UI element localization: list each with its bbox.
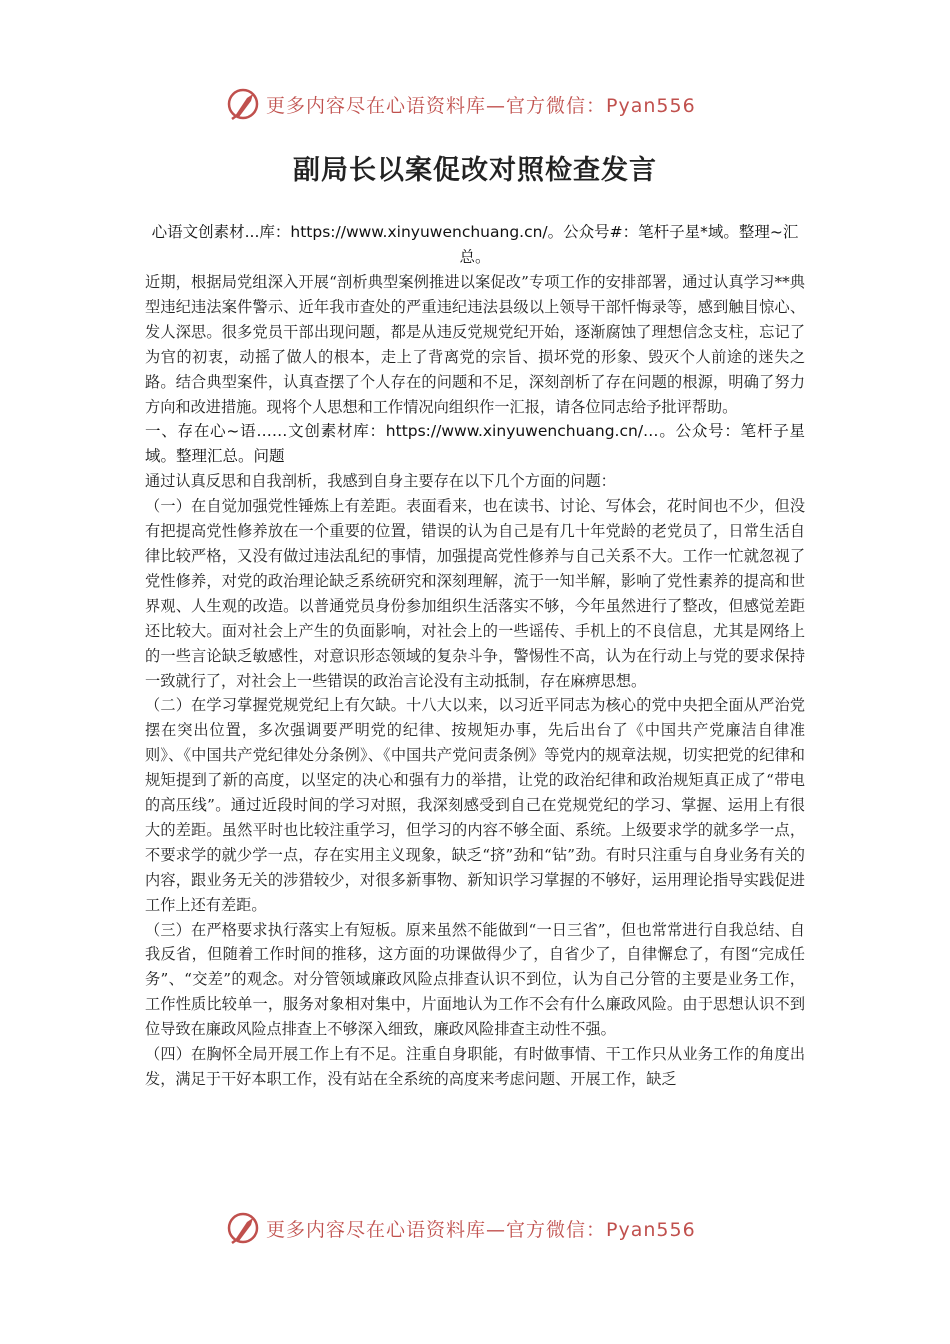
footer-banner: [226, 1208, 726, 1248]
paragraph: （四）在胸怀全局开展工作上有不足。注重自身职能，有时做事情、干工作只从业务工作的角度出发，满足于干好本职工作，没有站在全系统的高度来考虑问题、开展工作，缺乏: [145, 1045, 805, 1088]
banner-text: 更多内容尽在心语资料库—官方微信：Pyan556: [266, 1218, 696, 1241]
source-note: 心语文创素材...库：https://www.xinyuwenchuang.cn/。公众号#：笔杆子星*域。整理~汇总。: [151, 223, 799, 266]
paragraph: （一）在自觉加强党性锤炼上有差距。表面看来，也在读书、讨论、写体会，花时间也不少，但没有把提高党性修养放在一个重要的位置，错误的认为自己是有几十年党龄的老党员了，日常生活自律比较严格，又没有做过违法乱纪的事情，加强提高党性修养与自己关系不大。工作一忙就忽视了党性修养，对党的政治理论缺乏系统研究和深刻理解，流于一知半解，影响了党性素养的提高和世界观、人生观的改造。以普通党员身份参加组织生活落实不够，今年虽然进行了整改，但感觉差距还比较大。面对社会上产生的负面影响，对社会上的一些谣传、手机上的不良信息，尤其是网络上的一些言论缺乏敏感性，对意识形态领域的复杂斗争，警惕性不高，认为在行动上与党的要求保持一致就行了，对社会上一些错误的政治言论没有主动抵制，存在麻痹思想。: [145, 497, 805, 690]
intro-paragraph: 近期，根据局党组深入开展“剖析典型案例推进以案促改”专项工作的安排部署，通过认真学习**典型违纪违法案件警示、近年我市查处的严重违纪违法县级以上领导干部忏悔录等，感到触目惊心、发人深思。很多党员干部出现问题，都是从违反党规党纪开始，逐渐腐蚀了理想信念支柱，忘记了为官的初衷，动摇了做人的根本，走上了背离党的宗旨、损坏党的形象、毁灭个人前途的迷失之路。结合典型案件，认真查摆了个人存在的问题和不足，深刻剖析了存在问题的根源，明确了努力方向和改进措施。现将个人思想和工作情况向组织作一汇报，请各位同志给予批评帮助。: [145, 273, 805, 416]
paragraph: （二）在学习掌握党规党纪上有欠缺。十八大以来，以习近平同志为核心的党中央把全面从严治党摆在突出位置，多次强调要严明党的纪律、按规矩办事，先后出台了《中国共产党廉洁自律准则》、《中国共产党纪律处分条例》、《中国共产党问责条例》等党内的规章法规，切实把党的纪律和规矩提到了新的高度，以坚定的决心和强有力的举措，让党的政治纪律和政治规矩真正成了“带电的高压线”。通过近段时间的学习对照，我深刻感受到自己在党规党纪的学习、掌握、运用上有很大的差距。虽然平时也比较注重学习，但学习的内容不够全面、系统。上级要求学的就多学一点，不要求学的就少学一点，存在实用主义现象，缺乏“挤”劲和“钻”劲。有时只注重与自身业务有关的内容，跟业务无关的涉猎较少，对很多新事物、新知识学习掌握的不够好，运用理论指导实践促进工作上还有差距。: [145, 696, 805, 914]
header-banner: [226, 84, 726, 124]
banner-text: 更多内容尽在心语资料库—官方微信：Pyan556: [266, 94, 696, 117]
document-body: [145, 270, 805, 1092]
pen-nib-logo-icon: [226, 1210, 262, 1246]
pen-nib-logo-icon: [226, 86, 262, 122]
paragraph: 通过认真反思和自我剖析，我感到自身主要存在以下几个方面的问题：: [145, 472, 616, 491]
document-title: 副局长以案促改对照检查发言: [293, 155, 657, 186]
paragraph: （三）在严格要求执行落实上有短板。原来虽然不能做到“一日三省”，但也常常进行自我总结、自我反省，但随着工作时间的推移，这方面的功课做得少了，自省少了，自律懈怠了，有图“完成任务”、“交差”的观念。对分管领域廉政风险点排查认识不到位，认为自己分管的主要是业务工作，工作性质比较单一，服务对象相对集中，片面地认为工作不会有什么廉政风险。由于思想认识不到位导致在廉政风险点排查上不够深入细致，廉政风险排查主动性不强。: [145, 920, 805, 1039]
section-heading: 一、存在心~语……文创素材库：https://www.xinyuwenchuang.cn/…。公众号：笔杆子星域。整理汇总。问题: [145, 422, 805, 466]
